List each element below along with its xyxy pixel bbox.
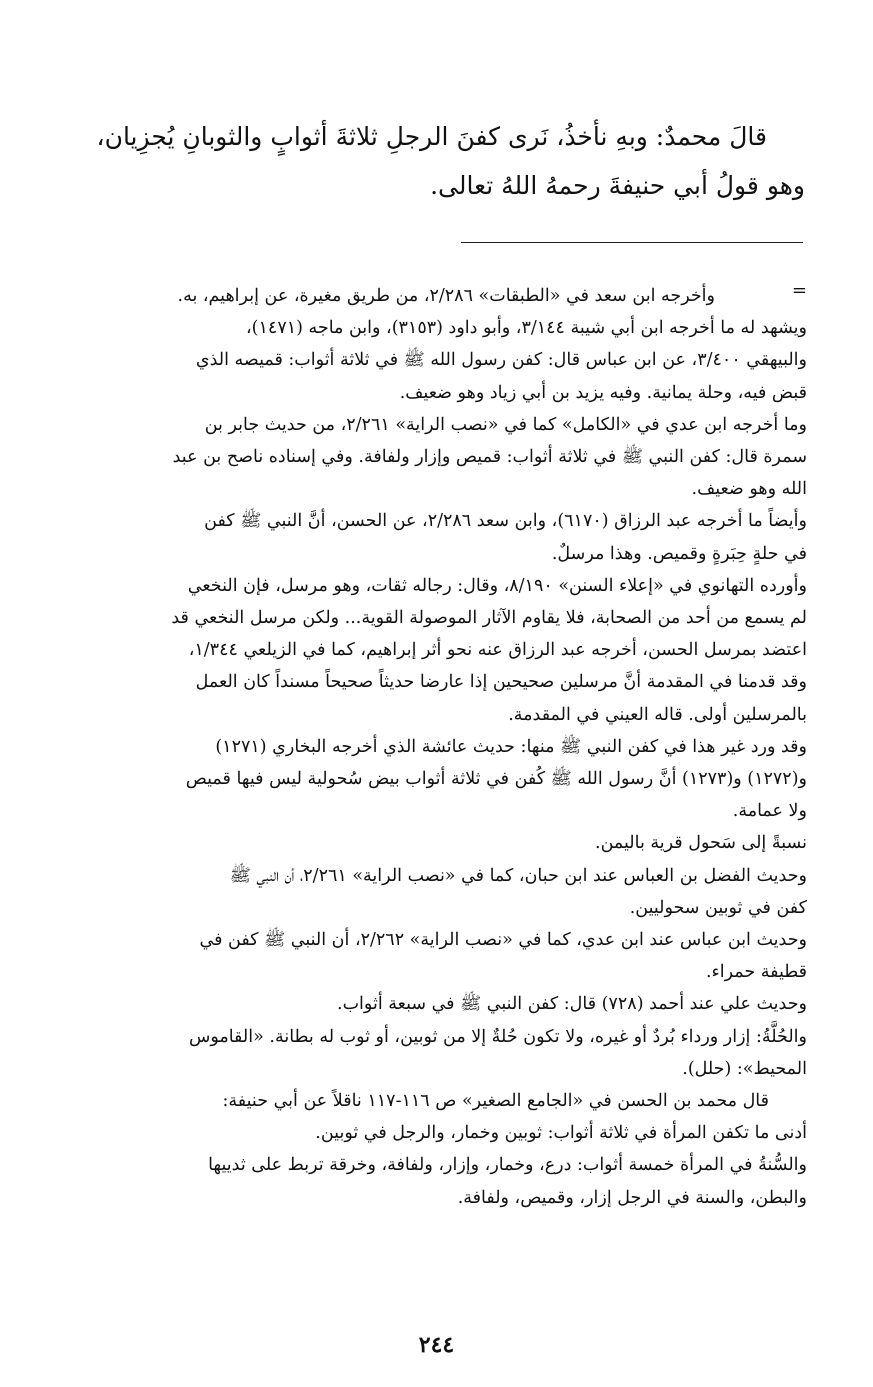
footnote-line: وقد ورد غير هذا في كفن النبي ﷺ منها: حديث عائشة الذي أخرجه البخاري (١٢٧١) [215, 736, 807, 757]
footnote-line: الله وهو ضعيف. [691, 479, 807, 500]
footnote-line: لم يسمع من أحد من الصحابة، فلا يقاوم الآثار الموصولة القوية... ولكن مرسل النخعي قد [171, 608, 807, 629]
footnote-line: سمرة قال: كفن النبي ﷺ في ثلاثة أثواب: قميص وإزار ولفافة. وفي إسناده ناصح بن عبد [172, 447, 807, 468]
main-text-line: وهو قولُ أبي حنيفةَ رحمهُ اللهُ تعالى. [430, 171, 805, 200]
footnote-line: وأيضاً ما أخرجه عبد الرزاق (٦١٧٠)، وابن سعد ٢/٢٨٦، عن الحسن، أنَّ النبي ﷺ كفن [204, 511, 807, 532]
footnote-line: نسبةً إلى سَحول قرية باليمن. [595, 833, 807, 854]
footnote-line: ولا عمامة. [732, 801, 807, 822]
footnote-line: والبطن، والسنة في الرجل إزار، وقميص، ولفافة. [457, 1187, 807, 1208]
footnote-line: والبيهقي ٣/٤٠٠، عن ابن عباس قال: كفن رسول الله ﷺ في ثلاثة أثواب: قميصه الذي [195, 350, 807, 371]
footnote-line: وحديث علي عند أحمد (٧٢٨) قال: كفن النبي ﷺ في سبعة أثواب. [337, 994, 807, 1015]
footnote-line: المحيط»: (حلل). [682, 1058, 807, 1079]
footnote-line: وما أخرجه ابن عدي في «الكامل» كما في «نصب الراية» ٢/٢٦١، من حديث جابر بن [204, 414, 807, 435]
footnote-line: أدنى ما تكفن المرأة في ثلاثة أثواب: ثوبين وخمار، والرجل في ثوبين. [315, 1123, 807, 1144]
footnote-line: والحُلَّةُ: إزار ورداء بُردٌ أو غيره، ولا تكون حُلةٌ إلا من ثوبين، أو ثوب له بطانة. «القاموس [188, 1026, 807, 1047]
footnote-continuation-mark: = [791, 280, 807, 301]
footnote-line: وحديث ابن عباس عند ابن عدي، كما في «نصب الراية» ٢/٢٦٢، أن النبي ﷺ كفن في [199, 930, 807, 951]
footnote-line: ويشهد له ما أخرجه ابن أبي شيبة ٣/١٤٤، وأبو داود (٣١٥٣)، وابن ماجه (١٤٧١)، [246, 318, 807, 339]
footnote-line: قطيفة حمراء. [705, 962, 807, 983]
footnote-line: قال محمد بن الحسن في «الجامع الصغير» ص ١١٦-١١٧ ناقلاً عن أبي حنيفة: [222, 1091, 769, 1112]
footnote-line: اعتضد بمرسل الحسن، أخرجه عبد الرزاق عنه نحو أثر إبراهيم، كما في الزيلعي ١/٣٤٤، [188, 640, 807, 661]
footnote-line: وقد قدمنا في المقدمة أنَّ مرسلين صحيحين إذا عارضا حديثاً صحيحاً مسنداً كان العمل [195, 672, 807, 693]
main-text-line: قالَ محمدٌ: وبهِ نأخذُ، نَرى كفنَ الرجلِ ثلاثةَ أثوابٍ والثوبانِ يُجزِيان، [96, 122, 767, 151]
footnote-line: بالمرسلين أولى. قاله العيني في المقدمة. [508, 704, 807, 725]
footnote-line: وأورده التهانوي في «إعلاء السنن» ٨/١٩٠، وقال: رجاله ثقات، وهو مرسل، فإن النخعي [187, 575, 807, 596]
footnote-line: وأخرجه ابن سعد في «الطبقات» ٢/٢٨٦، من طريق مغيرة، عن إبراهيم، به. [177, 286, 715, 306]
footnote-line: كفن في ثوبين سحوليين. [629, 897, 807, 918]
page-number: ٢٤٤ [418, 1332, 455, 1358]
footnote-line: في حلةٍ حِبَرةٍ وقميص. وهذا مرسلٌ. [551, 543, 807, 564]
footnote-separator [461, 242, 803, 243]
footnotes [58, 280, 807, 1214]
footnote-line: قبض فيه، وحلة يمانية. وفيه يزيد بن أبي زياد وهو ضعيف. [399, 382, 807, 403]
main-text [60, 112, 805, 210]
footnote-line: و(١٢٧٢) و(١٢٧٣) أنَّ رسول الله ﷺ كُفن في ثلاثة أثواب بيض سُحولية ليس فيها قميص [185, 769, 807, 790]
footnote-line: والسُّنةُ في المرأة خمسة أثواب: درع، وخمار، وإزار، ولفافة، وخرقة تربط على ثدييها [208, 1155, 807, 1176]
footnote-line: وحديث الفضل بن العباس عند ابن حبان، كما في «نصب الراية» ٢/٢٦١، أن النبي ﷺ [229, 865, 807, 886]
